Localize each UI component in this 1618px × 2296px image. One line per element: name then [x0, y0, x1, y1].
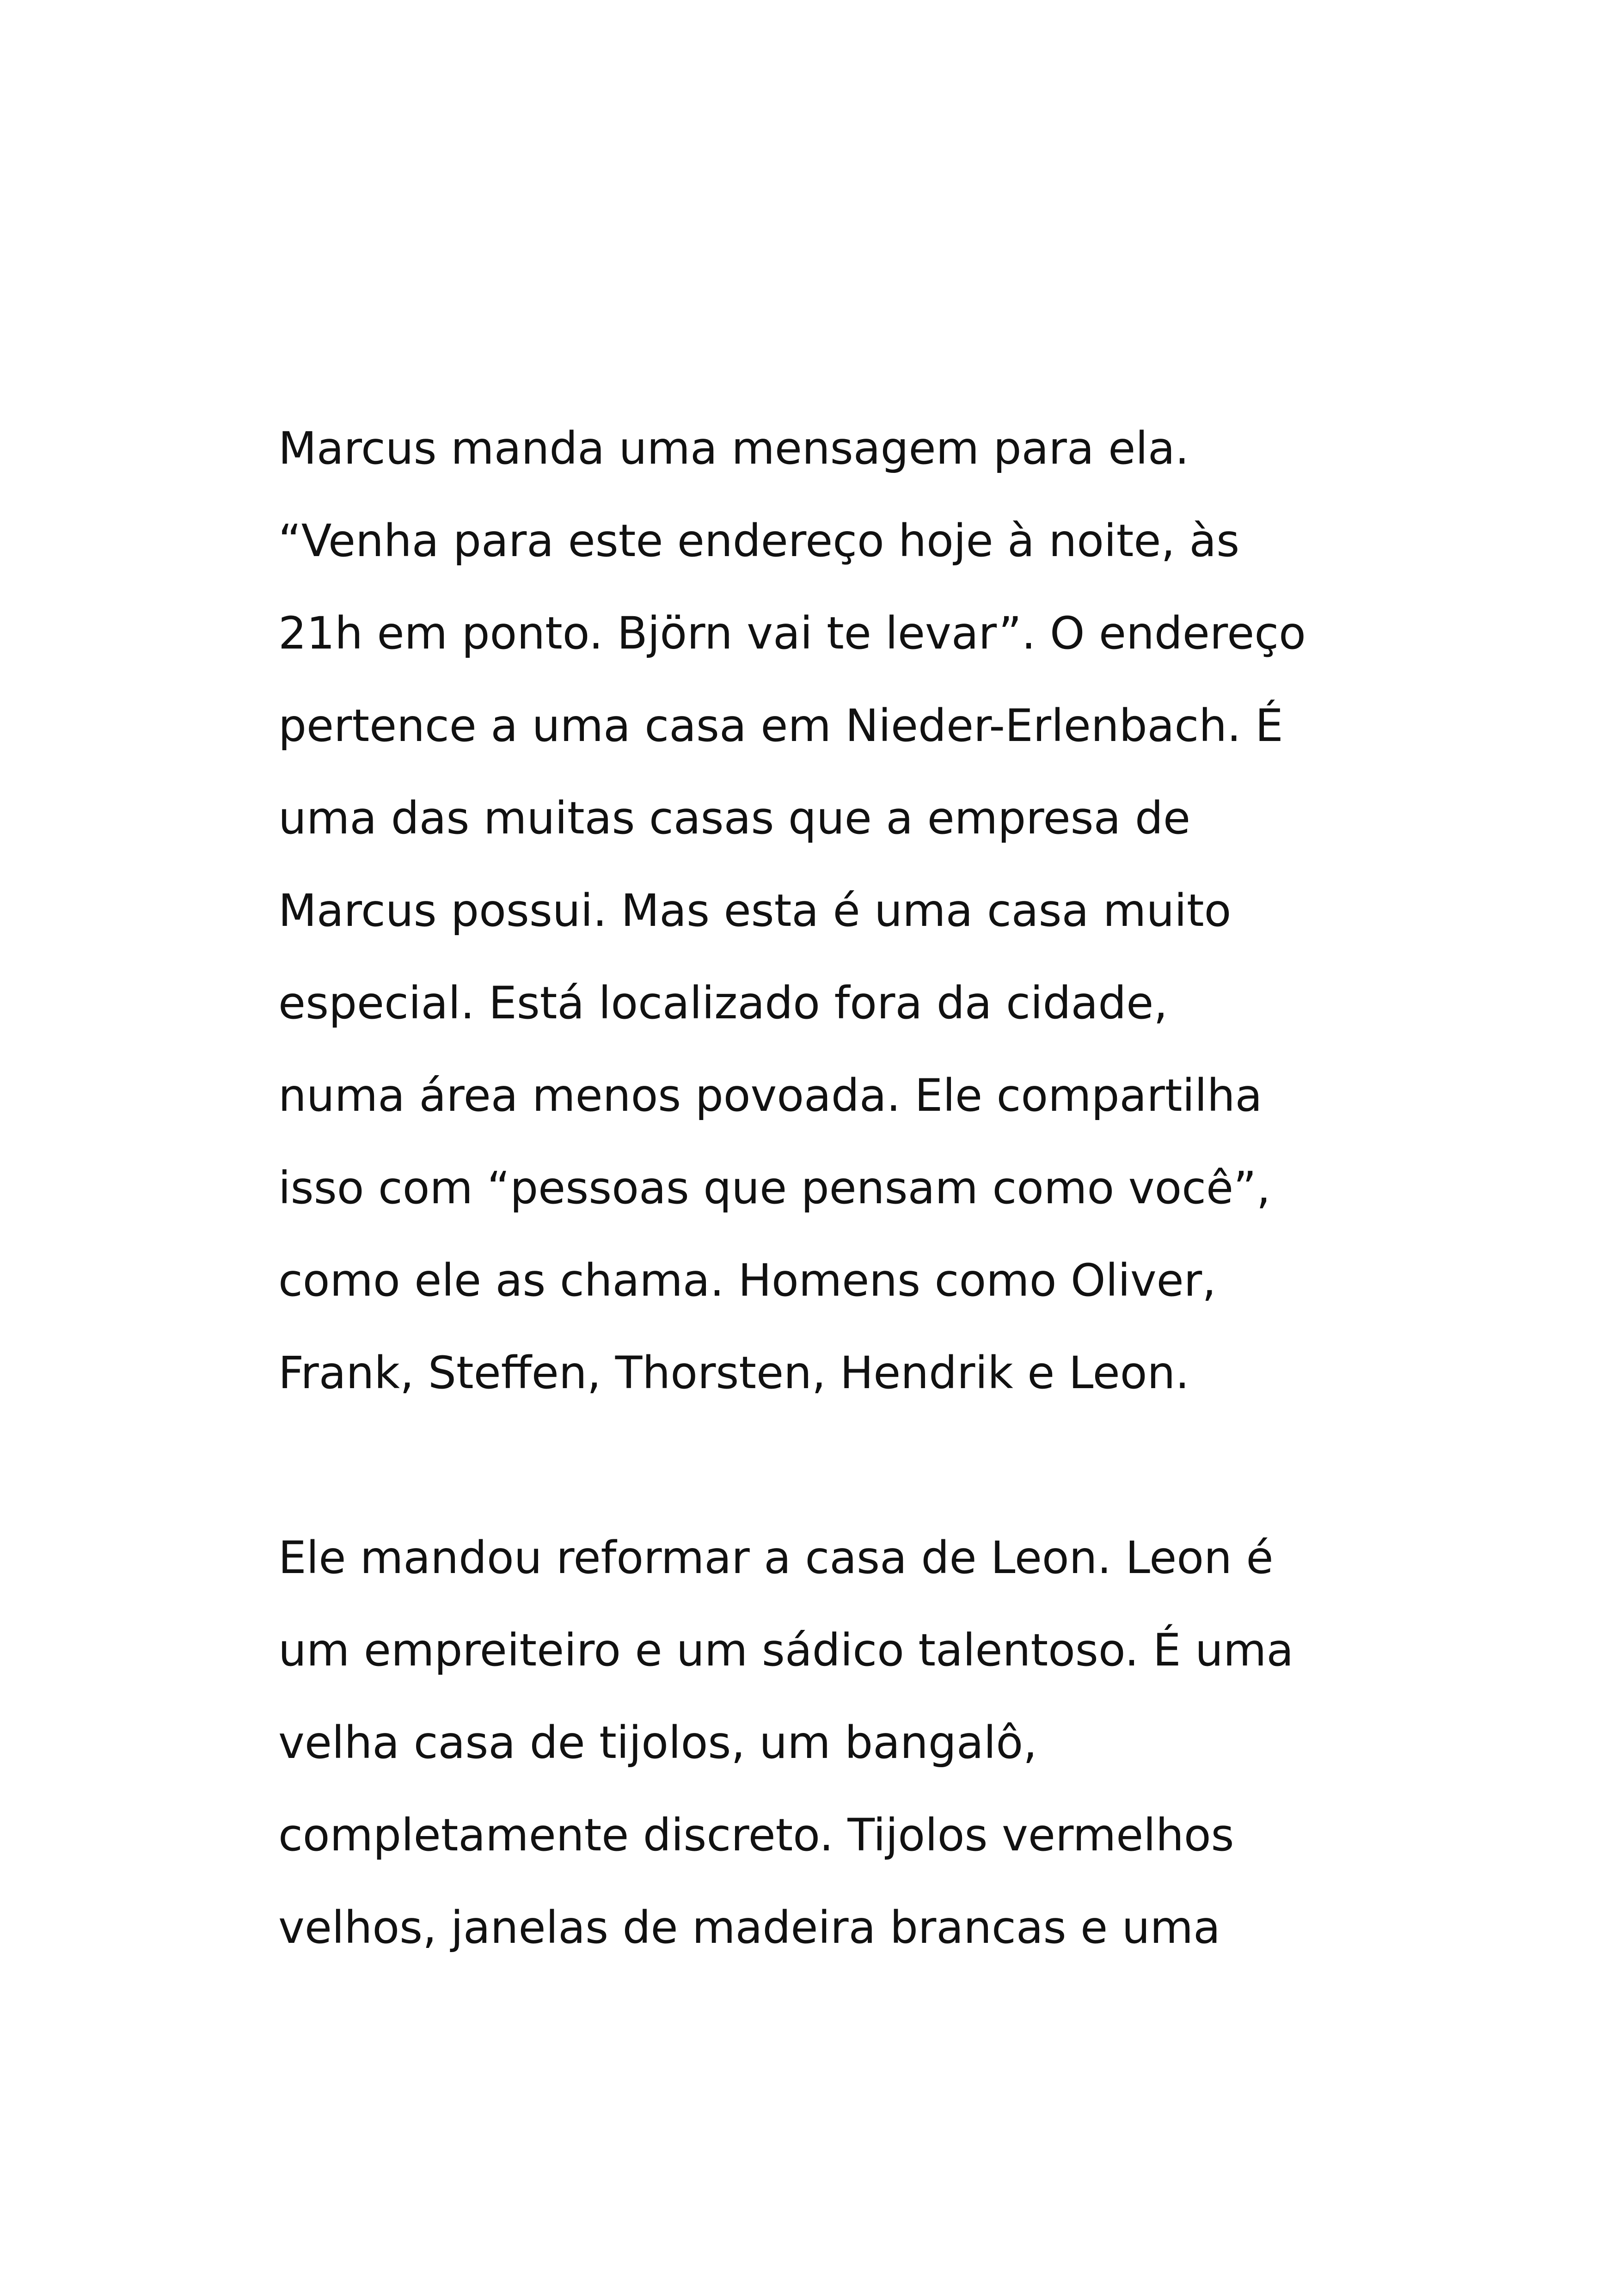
text-line: um empreiteiro e um sádico talentoso. É uma [278, 1624, 1294, 1676]
text-line: numa área menos povoada. Ele compartilha [278, 1070, 1263, 1121]
paragraph-spacer [278, 1419, 1406, 1512]
paragraph-1 [278, 402, 1406, 1419]
text-line: Frank, Steffen, Thorsten, Hendrik e Leon. [278, 1347, 1189, 1399]
text-line: Ele mandou reformar a casa de Leon. Leon é [278, 1532, 1274, 1584]
paragraph-2 [278, 1512, 1406, 1974]
text-line: uma das muitas casas que a empresa de [278, 792, 1191, 844]
text-line: velhos, janelas de madeira brancas e uma [278, 1902, 1220, 1953]
text-line: isso com “pessoas que pensam como você”, [278, 1162, 1271, 1214]
text-line: pertence a uma casa em Nieder-Erlenbach. É [278, 700, 1283, 752]
text-line: velha casa de tijolos, um bangalô, [278, 1717, 1037, 1769]
text-line: “Venha para este endereço hoje à noite, às [278, 515, 1240, 567]
text-line: como ele as chama. Homens como Oliver, [278, 1255, 1216, 1306]
text-line: 21h em ponto. Björn vai te levar”. O endereço [278, 607, 1306, 659]
text-line: Marcus possui. Mas esta é uma casa muito [278, 885, 1232, 937]
text-line: Marcus manda uma mensagem para ela. [278, 422, 1189, 474]
text-line: completamente discreto. Tijolos vermelhos [278, 1809, 1234, 1861]
text-line: especial. Está localizado fora da cidade, [278, 977, 1168, 1029]
body-text [278, 402, 1406, 1974]
